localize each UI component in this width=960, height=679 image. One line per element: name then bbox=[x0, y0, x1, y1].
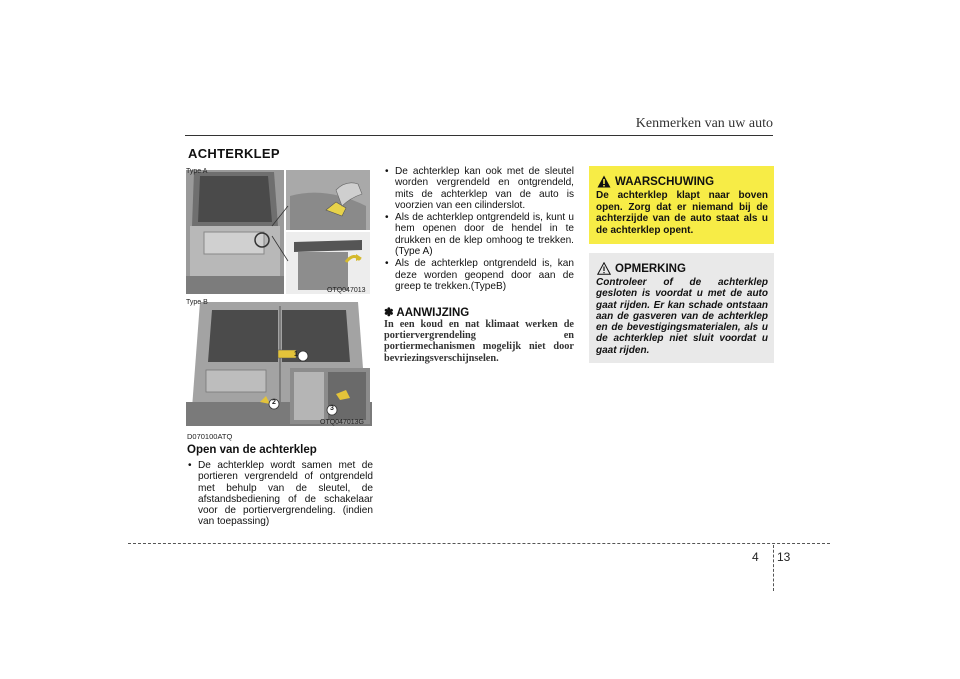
figure-type-a bbox=[186, 166, 372, 296]
caution-title: OPMERKING bbox=[615, 263, 686, 275]
page-number: 13 bbox=[777, 550, 791, 564]
note-title: ✽ AANWIJZING bbox=[384, 307, 470, 319]
warning-title: WAARSCHUWING bbox=[615, 176, 715, 188]
footer-rule bbox=[128, 543, 830, 544]
note-body: In een koud en nat klimaat werken de portiervergrendeling en portiermechanismen mogelijk niet door bevriezingsverschijnselen. bbox=[384, 319, 574, 364]
footer-divider bbox=[773, 545, 774, 591]
warning-triangle-icon bbox=[597, 175, 611, 188]
caution-triangle-icon bbox=[597, 262, 611, 275]
right-bullets bbox=[384, 166, 574, 293]
callout-1: 1 bbox=[294, 351, 298, 358]
figure-type-b-code: OTQ047013G bbox=[320, 419, 364, 426]
callout-3: 3 bbox=[330, 405, 334, 412]
section-code: D070100ATQ bbox=[187, 432, 233, 441]
figure-type-a-code: OTQ047013 bbox=[327, 287, 366, 294]
figure-type-b bbox=[186, 298, 372, 428]
figure-type-b-label: Type B bbox=[186, 299, 208, 306]
chapter-number: 4 bbox=[752, 550, 759, 564]
rear-van-type-a-illustration bbox=[186, 166, 372, 296]
page-header-title: Kenmerken van uw auto bbox=[635, 116, 773, 131]
figure-type-a-label: Type A bbox=[186, 168, 208, 175]
callout-2: 2 bbox=[272, 399, 276, 406]
subheading: Open van de achterklep bbox=[187, 444, 317, 456]
caution-body: Controleer of de achterklep gesloten is voordat u met de auto gaat rijden. Er kan schade ontstaan aan de gasveren van de achterklep en de bevestigingsmaterialen, als u de achterklep niet sluit voordat u gaat rijden. bbox=[596, 277, 768, 356]
bullet-item: • De achterklep kan ook met de sleutel worden vergrendeld en ontgrendeld, mits de achterklep van de auto is voorzien van een cilinderslot. bbox=[384, 166, 574, 211]
bullet-item: • Als de achterklep ontgrendeld is, kunt u hem openen door de hendel in te drukken en de klep omhoog te trekken. (Type A) bbox=[384, 212, 574, 257]
left-bullets bbox=[187, 460, 373, 529]
warning-body: De achterklep klapt naar boven open. Zorg dat er niemand bij de achterzijde van de auto staat als u de achterklep opent. bbox=[596, 190, 768, 236]
section-title: ACHTERKLEP bbox=[188, 146, 280, 161]
bullet-item: • Als de achterklep ontgrendeld is, kan deze worden geopend door aan de greep te trekken.(TypeB) bbox=[384, 258, 574, 292]
header-rule bbox=[185, 135, 773, 136]
bullet-item: • De achterklep wordt samen met de portieren vergrendeld of ontgrendeld met behulp van de sleutel, de afstandsbediening of de schakelaar voor de portiervergrendeling. (indien van toepassing) bbox=[187, 460, 373, 528]
rear-van-type-b-illustration bbox=[186, 298, 372, 428]
